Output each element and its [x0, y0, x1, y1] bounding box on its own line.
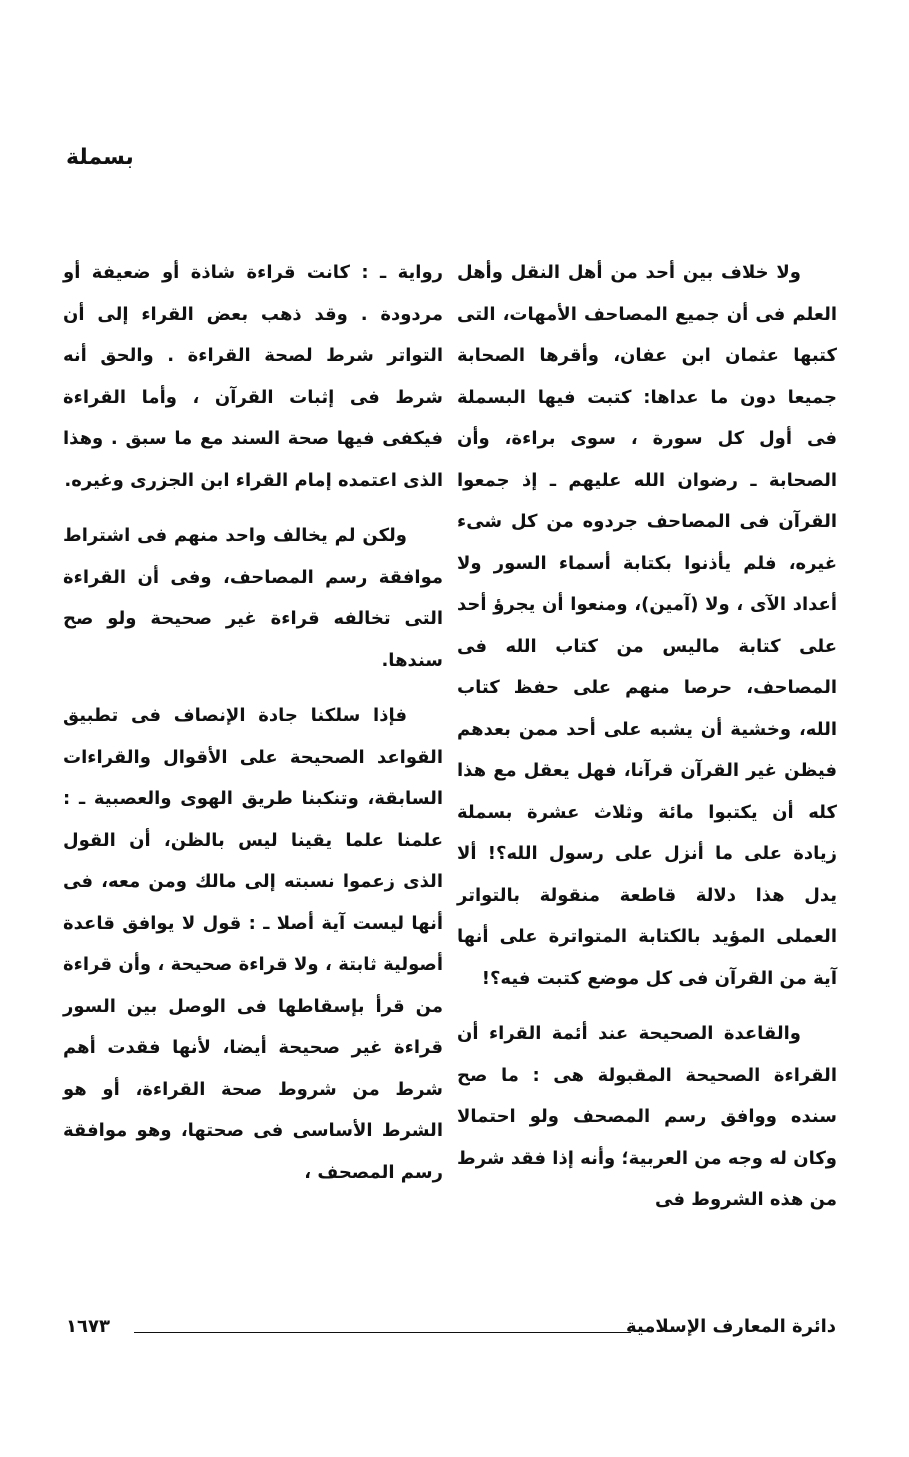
footer-source-title: دائرة المعارف الإسلامية — [625, 1316, 836, 1337]
paragraph: رواية ـ : كانت قراءة شاذة أو ضعيفة أو مردودة . وقد ذهب بعض القراء إلى أن التواتر شرط لصحة القراءة . والحق أنه شرط فى إثبات القرآن ، وأما القراءة فيكفى فيها صحة السند مع ما سبق . وهذا الذى اعتمده إمام القراء ابن الجزرى وغيره. — [63, 262, 443, 491]
page-header-title: بسملة — [66, 145, 134, 170]
paragraph: ولكن لم يخالف واحد منهم فى اشتراط موافقة رسم المصاحف، وفى أن القراءة التى تخالفه قراءة غير صحيحة ولو صح سندها. — [63, 525, 443, 671]
paragraph: والقاعدة الصحيحة عند أئمة القراء أن القراءة الصحيحة المقبولة هى : ما صح سنده ووافق رسم المصحف ولو احتمالا وكان له وجه من العربية؛ وأنه إذا فقد شرط من هذه الشروط فى — [457, 1023, 837, 1210]
page-number: ١٦٧٣ — [66, 1316, 110, 1337]
paragraph: فإذا سلكنا جادة الإنصاف فى تطبيق القواعد الصحيحة على الأقوال والقراءات السابقة، وتنكبنا طريق الهوى والعصبية ـ : علمنا علما يقينا ليس بالظن، أن القول الذى زعموا نسبته إلى مالك ومن معه، فى أنها ليست آية أصلا ـ : قول لا يوافق قاعدة أصولية ثابتة ، ولا قراءة صحيحة ، وأن قراءة من قرأ بإسقاطها فى الوصل بين السور قراءة غير صحيحة أيضا، لأنها فقدت أهم شرط من شروط صحة القراءة، أو هو الشرط الأساسى فى صحتها، وهو موافقة رسم المصحف ، — [63, 705, 443, 1183]
left-column — [63, 252, 443, 1207]
footer-divider — [134, 1332, 631, 1333]
page-footer — [66, 1316, 836, 1344]
right-column — [457, 252, 837, 1235]
paragraph: ولا خلاف بين أحد من أهل النقل وأهل العلم فى أن جميع المصاحف الأمهات، التى كتبها عثمان ابن عفان، وأقرها الصحابة جميعا دون ما عداها: كتبت فيها البسملة فى أول كل سورة ، سوى براءة، وأن الصحابة ـ رضوان الله عليهم ـ إذ جمعوا القرآن فى المصاحف جردوه من كل شىء غيره، فلم يأذنوا بكتابة أسماء السور ولا أعداد الآى ، ولا (آمين)، ومنعوا أن يجرؤ أحد على كتابة ماليس من كتاب الله فى المصاحف، حرصا منهم على حفظ كتاب الله، وخشية أن يشبه على أحد ممن بعدهم فيظن غير القرآن قرآنا، فهل يعقل مع هذا كله أن يكتبوا مائة وثلاث عشرة بسملة زيادة على ما أنزل على رسول الله؟! ألا يدل هذا دلالة قاطعة منقولة بالتواتر العملى المؤيد بالكتابة المتواترة على أنها آية من القرآن فى كل موضع كتبت فيه؟! — [457, 262, 837, 989]
